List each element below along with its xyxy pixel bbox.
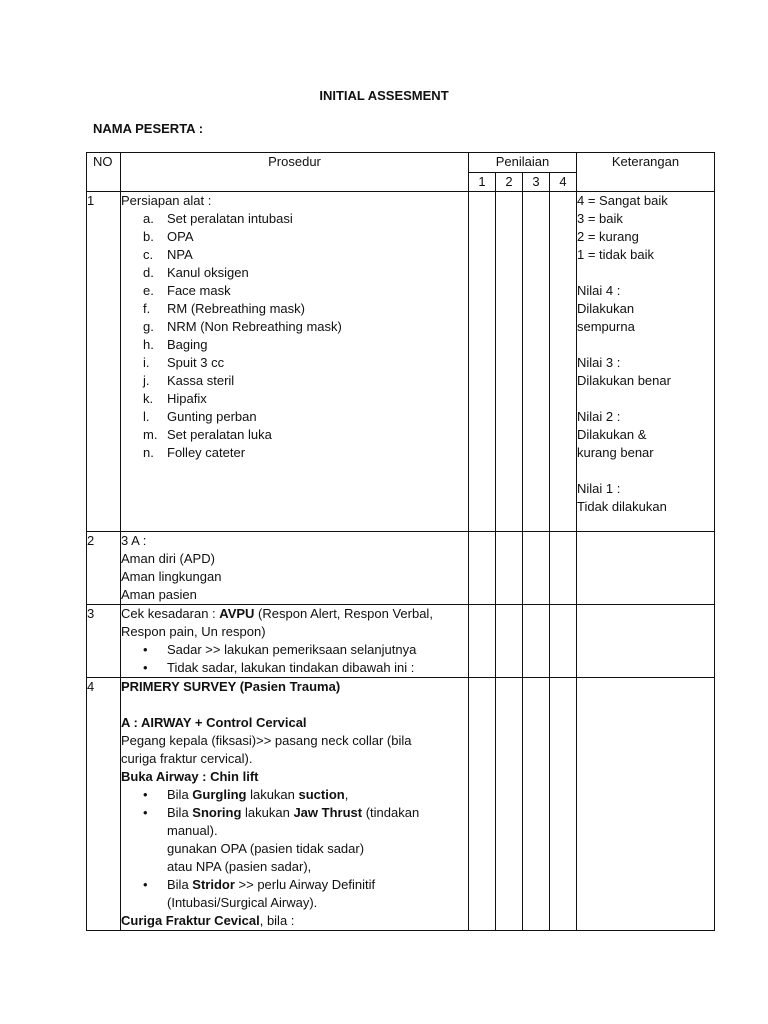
procedure-line: Pegang kepala (fiksasi)>> pasang neck collar (bila xyxy=(121,733,412,748)
procedure-line: Curiga Fraktur Cevical, bila : xyxy=(121,913,295,928)
list-item: h. Baging xyxy=(143,337,208,352)
nilai-1-label: Nilai 1 : xyxy=(577,481,621,496)
bullet-item: • Tidak sadar, lakukan tindakan dibawah ini : xyxy=(143,660,415,675)
nilai-3-label: Nilai 3 : xyxy=(577,355,621,370)
table-row xyxy=(87,192,715,532)
header-no: NO xyxy=(87,153,121,192)
row-number: 1 xyxy=(87,192,121,532)
row-number: 3 xyxy=(87,605,121,678)
nilai-4-desc: Dilakukan xyxy=(577,301,635,316)
score-cell[interactable] xyxy=(523,192,550,532)
bullet-item: • Bila Gurgling lakukan suction, xyxy=(143,787,349,802)
procedure-heading: PRIMERY SURVEY (Pasien Trauma) xyxy=(121,679,341,694)
procedure-heading: 3 A : xyxy=(121,533,147,548)
procedure-line: Aman diri (APD) xyxy=(121,551,215,566)
participant-name-label: NAMA PESERTA : xyxy=(93,121,204,136)
bullet-item: • Sadar >> lakukan pemeriksaan selanjutnya xyxy=(143,642,417,657)
scale-line: 2 = kurang xyxy=(577,229,639,244)
assessment-table xyxy=(86,152,715,931)
nilai-2-desc: kurang benar xyxy=(577,445,654,460)
procedure-cell xyxy=(121,605,469,678)
procedure-line: Aman pasien xyxy=(121,587,197,602)
score-cell[interactable] xyxy=(469,192,496,532)
list-item: l. Gunting perban xyxy=(143,409,257,424)
header-keterangan: Keterangan xyxy=(577,153,715,192)
nilai-2-label: Nilai 2 : xyxy=(577,409,621,424)
procedure-cell xyxy=(121,678,469,931)
score-cell[interactable] xyxy=(523,678,550,931)
list-item: n. Folley cateter xyxy=(143,445,246,460)
procedure-line: Buka Airway : Chin lift xyxy=(121,769,259,784)
list-item: b. OPA xyxy=(143,229,194,244)
procedure-line: gunakan OPA (pasien tidak sadar) xyxy=(167,841,365,856)
nilai-4-desc: sempurna xyxy=(577,319,635,334)
row-number: 2 xyxy=(87,532,121,605)
procedure-cell xyxy=(121,532,469,605)
score-cell[interactable] xyxy=(496,605,523,678)
score-cell[interactable] xyxy=(469,532,496,605)
score-cell[interactable] xyxy=(496,192,523,532)
list-item: g. NRM (Non Rebreathing mask) xyxy=(143,319,342,334)
score-cell[interactable] xyxy=(469,605,496,678)
score-cell[interactable] xyxy=(550,678,577,931)
table-row xyxy=(87,532,715,605)
nilai-3-desc: Dilakukan benar xyxy=(577,373,671,388)
procedure-line: (Intubasi/Surgical Airway). xyxy=(167,895,318,910)
keterangan-cell xyxy=(577,678,715,931)
score-cell[interactable] xyxy=(496,678,523,931)
list-item: d. Kanul oksigen xyxy=(143,265,249,280)
header-prosedur: Prosedur xyxy=(121,153,469,192)
procedure-cell xyxy=(121,192,469,532)
list-item: m. Set peralatan luka xyxy=(143,427,272,442)
procedure-line: curiga fraktur cervical). xyxy=(121,751,253,766)
score-col-3: 3 xyxy=(523,173,550,192)
score-cell[interactable] xyxy=(550,605,577,678)
scale-line: 3 = baik xyxy=(577,211,623,226)
bullet-item: • Bila Stridor >> perlu Airway Definitif xyxy=(143,877,376,892)
score-cell[interactable] xyxy=(550,532,577,605)
table-row xyxy=(87,605,715,678)
bullet-item: • Bila Snoring lakukan Jaw Thrust (tindakan xyxy=(143,805,420,820)
table-row xyxy=(87,678,715,931)
list-item: i. Spuit 3 cc xyxy=(143,355,225,370)
nilai-2-desc: Dilakukan & xyxy=(577,427,647,442)
score-cell[interactable] xyxy=(523,532,550,605)
scale-line: 1 = tidak baik xyxy=(577,247,654,262)
procedure-line: atau NPA (pasien sadar), xyxy=(167,859,312,874)
score-cell[interactable] xyxy=(496,532,523,605)
header-row xyxy=(87,153,715,173)
list-item: j. Kassa steril xyxy=(143,373,235,388)
row-number: 4 xyxy=(87,678,121,931)
document-title: INITIAL ASSESMENT xyxy=(319,88,449,103)
procedure-heading: Persiapan alat : xyxy=(121,193,212,208)
scale-line: 4 = Sangat baik xyxy=(577,193,668,208)
list-item: f. RM (Rebreathing mask) xyxy=(143,301,305,316)
keterangan-cell xyxy=(577,192,715,532)
nilai-1-desc: Tidak dilakukan xyxy=(577,499,667,514)
score-cell[interactable] xyxy=(523,605,550,678)
airway-heading: A : AIRWAY + Control Cervical xyxy=(121,715,307,730)
score-col-2: 2 xyxy=(496,173,523,192)
list-item: k. Hipafix xyxy=(143,391,207,406)
keterangan-cell xyxy=(577,532,715,605)
score-cell[interactable] xyxy=(469,678,496,931)
list-item: c. NPA xyxy=(143,247,193,262)
procedure-line: manual). xyxy=(167,823,218,838)
list-item: a. Set peralatan intubasi xyxy=(143,211,293,226)
list-item: e. Face mask xyxy=(143,283,231,298)
score-col-1: 1 xyxy=(469,173,496,192)
procedure-line: Respon pain, Un respon) xyxy=(121,624,266,639)
header-penilaian: Penilaian xyxy=(469,153,577,173)
nilai-4-label: Nilai 4 : xyxy=(577,283,621,298)
procedure-line: Aman lingkungan xyxy=(121,569,222,584)
keterangan-cell xyxy=(577,605,715,678)
procedure-line: Cek kesadaran : AVPU (Respon Alert, Respon Verbal, xyxy=(121,606,433,621)
score-cell[interactable] xyxy=(550,192,577,532)
score-col-4: 4 xyxy=(550,173,577,192)
